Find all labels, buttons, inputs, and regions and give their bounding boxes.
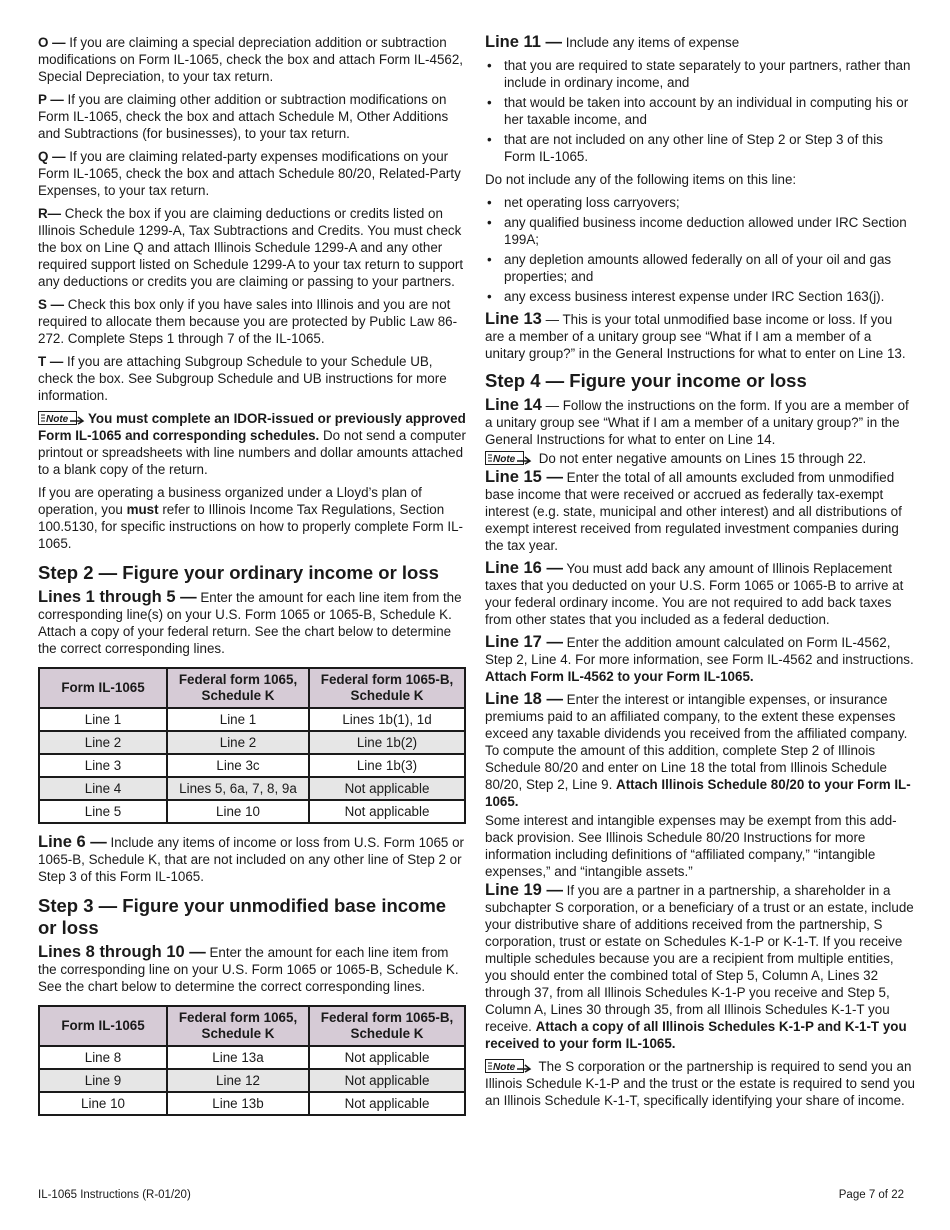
line-14: Line 14 — Follow the instructions on the form. If you are a member of a unitary group see “What if I am a member of a unitary group?” in the General Instructions for what to enter on Line 14. — [485, 396, 909, 447]
note-icon — [485, 1059, 533, 1073]
step3-heading: Step 3 — Figure your unmodified base income or loss — [38, 895, 447, 938]
line-18: Line 18 — Enter the interest or intangible expenses, or insurance premiums paid to an affiliated company, to the extent these expenses exceed any taxable dividends you received from the affiliated company. To compute the amount of this addition, complete Step 2 of Illinois Schedule 80/20 and enter on Line 18 the total from Illinois Schedule 80/20, Step 2, Line 9. Attach Illinois Schedule 80/20 to your Form IL-1065. — [485, 690, 911, 809]
table-cell: Line 10 — [39, 1092, 167, 1115]
table-header: Federal form 1065-B, Schedule K — [309, 668, 465, 708]
list-item: • any depletion amounts allowed federally on all of your oil and gas properties; and — [485, 251, 915, 285]
table-cell: Line 3c — [167, 754, 309, 777]
table-cell: Lines 1b(1), 1d — [309, 708, 465, 731]
table-row — [39, 1046, 465, 1069]
list-item: • that would be taken into account by an individual in computing his or her taxable income, and — [485, 94, 915, 128]
note-idor: Note You must complete an IDOR-issued or previously approved Form IL-1065 and corresponding schedules. Do not send a computer printout or spreadsheets with line numbers and dollar amounts attached to a blank copy of the return. — [38, 411, 466, 477]
line-13: Line 13 — This is your total unmodified base income or loss. If you are a member of a unitary group see “What if I am a member of a unitary group?” in the General Instructions for what to enter on Line 13. — [485, 310, 906, 361]
table-cell: Line 2 — [167, 731, 309, 754]
line-11: Line 11 — Include any items of expense — [485, 33, 740, 51]
step4-heading: Step 4 — Figure your income or loss — [485, 370, 807, 391]
item-r: R— Check the box if you are claiming deductions or credits listed on Illinois Schedule 1299-A, Tax Subtractions and Credits. You must check the box on Line Q and attach Illinois Schedule 1299-A and any other required support listed on Schedule 1299-A to your tax return to support any deductions or credits you are claiming or passing to your partners. — [38, 206, 464, 289]
table-cell: Line 1b(2) — [309, 731, 465, 754]
exempt-paragraph: Some interest and intangible expenses may be exempt from this add-back provision. See Illinois Schedule 80/20 Instructions for more information including definitions of “affiliated company,” “intangible expenses,” and “intangible assets.” — [485, 813, 897, 879]
line-11-include-list — [485, 57, 915, 165]
item-p: P — If you are claiming other addition or subtraction modifications on Form IL-1065, check the box and attach Schedule M, Other Additions and Subtractions (for businesses), to your tax return. — [38, 92, 449, 141]
item-q: Q — If you are claiming related-party expenses modifications on your Form IL-1065, check the box and attach Schedule 80/20, Related-Party Expenses, to your tax return. — [38, 149, 461, 198]
table-cell: Not applicable — [309, 1046, 465, 1069]
list-item: • any qualified business income deduction allowed under IRC Section 199A; — [485, 214, 915, 248]
table-cell: Line 1 — [39, 708, 167, 731]
exclude-list — [485, 194, 915, 305]
table-row — [39, 731, 465, 754]
table-row — [39, 754, 465, 777]
list-item: • that are not included on any other line of Step 2 or Step 3 of this Form IL-1065. — [485, 131, 915, 165]
note-badge: Note — [493, 1062, 516, 1073]
note-badge: Note — [493, 454, 516, 465]
table-header-row — [39, 668, 465, 708]
table-header: Federal form 1065-B, Schedule K — [309, 1006, 465, 1046]
note-badge: Note — [46, 414, 69, 425]
footer-form-id: IL-1065 Instructions (R-01/20) — [38, 1189, 191, 1201]
table-cell: Line 13b — [167, 1092, 309, 1115]
do-not-include: Do not include any of the following items on this line: — [485, 172, 797, 187]
line-15: Line 15 — Enter the total of all amounts excluded from unmodified base income that were received or accrued as federally tax-exempt interest (e.g. state, municipal and other interest) and all distributions of exempt interest received from regulated investment companies during the tax year. — [485, 468, 902, 553]
table-cell: Line 5 — [39, 800, 167, 823]
line-6: Line 6 — Include any items of income or loss from U.S. Form 1065 or 1065-B, Schedule K, that are not included on any other line of Step 2 or Step 3 of this Form IL-1065. — [38, 833, 464, 884]
note-negative: Note Do not enter negative amounts on Lines 15 through 22. — [485, 450, 915, 467]
table-cell: Line 3 — [39, 754, 167, 777]
table-row — [39, 708, 465, 731]
table-header: Federal form 1065, Schedule K — [167, 668, 309, 708]
table-row — [39, 800, 465, 823]
line-19: Line 19 — If you are a partner in a partnership, a shareholder in a subchapter S corporation, or a beneficiary of a trust or an estate, include your distributive share of additions received from the partnership, S corporation, trust or estate on Schedules K-1-P or K-1-T. If you receive multiple schedules because you are a recipient from multiple entities, you should enter the combined total of Step 5, Column A, Lines 32 through 37, from all Illinois Schedules K-1-P you receive and Step 5, Column A, Lines 30 through 35, from all Illinois Schedules K-1-T you receive. Attach a copy of all Illinois Schedules K-1-P and K-1-T you received to your form IL-1065. — [485, 881, 914, 1051]
table-row — [39, 1092, 465, 1115]
table-cell: Line 12 — [167, 1069, 309, 1092]
table-header: Form IL-1065 — [39, 668, 167, 708]
table-cell: Lines 5, 6a, 7, 8, 9a — [167, 777, 309, 800]
table-cell: Line 1 — [167, 708, 309, 731]
table-cell: Line 10 — [167, 800, 309, 823]
step2-line-table — [38, 667, 466, 824]
item-s: S — Check this box only if you have sales into Illinois and you are not required to allocate them because you are protected by Public Law 86-272. Complete Steps 1 through 7 of the IL-1065. — [38, 297, 458, 346]
line-16: Line 16 — You must add back any amount of Illinois Replacement taxes that you deducted on your U.S. Form 1065 or 1065-B to arrive at your federal ordinary income. You are not required to add back taxes from other states that you included as a federal deduction. — [485, 559, 904, 627]
list-item: • net operating loss carryovers; — [485, 194, 915, 211]
note-icon — [485, 451, 533, 465]
table-header: Form IL-1065 — [39, 1006, 167, 1046]
table-cell: Not applicable — [309, 777, 465, 800]
list-item: • that you are required to state separately to your partners, rather than include in ordinary income, and — [485, 57, 915, 91]
item-o: O — If you are claiming a special depreciation addition or subtraction modifications on Form IL-1065, check the box and attach Form IL-4562, Special Depreciation, to your tax return. — [38, 35, 464, 84]
lloyds-paragraph: If you are operating a business organized under a Lloyd’s plan of operation, you must refer to Illinois Income Tax Regulations, Section 100.5130, for specific instructions on how to properly complete Form IL-1065. — [38, 485, 463, 551]
table-cell: Line 9 — [39, 1069, 167, 1092]
note-icon — [38, 411, 86, 425]
table-cell: Line 8 — [39, 1046, 167, 1069]
table-header: Federal form 1065, Schedule K — [167, 1006, 309, 1046]
table-cell: Line 2 — [39, 731, 167, 754]
table-row — [39, 1069, 465, 1092]
table-header-row — [39, 1006, 465, 1046]
table-cell: Not applicable — [309, 800, 465, 823]
table-cell: Line 1b(3) — [309, 754, 465, 777]
step3-line-table — [38, 1005, 466, 1116]
left-column — [38, 34, 466, 1126]
table-cell: Not applicable — [309, 1069, 465, 1092]
footer-page-number: Page 7 of 22 — [838, 1189, 904, 1201]
right-column — [485, 34, 915, 1115]
table-cell: Line 4 — [39, 777, 167, 800]
table-cell: Line 13a — [167, 1046, 309, 1069]
lines-1-5: Lines 1 through 5 — Enter the amount for each line item from the corresponding line(s) on your U.S. Form 1065 or 1065-B, Schedule K. Attach a copy of your federal return. See the chart below to determine the correct corresponding lines. — [38, 588, 462, 656]
list-item: • any excess business interest expense under IRC Section 163(j). — [485, 288, 915, 305]
table-cell: Not applicable — [309, 1092, 465, 1115]
step2-heading: Step 2 — Figure your ordinary income or loss — [38, 562, 439, 583]
line-17: Line 17 — Enter the addition amount calculated on Form IL-4562, Step 2, Line 4. For more information, see Form IL-4562 and instructions. Attach Form IL-4562 to your Form IL-1065. — [485, 633, 914, 684]
lines-8-10: Lines 8 through 10 — Enter the amount for each line item from the corresponding line on your U.S. Form 1065 or 1065-B, Schedule K. See the chart below to determine the correct corresponding lines. — [38, 943, 459, 994]
item-t: T — If you are attaching Subgroup Schedule to your Schedule UB, check the box. See Subgroup Schedule and UB instructions for more information. — [38, 354, 447, 403]
table-row — [39, 777, 465, 800]
note-s-corporation: Note The S corporation or the partnership is required to send you an Illinois Schedule K-1-P and the trust or the estate is required to send you an Illinois Schedule K-1-T, specifically identifying your share of income. — [485, 1059, 915, 1108]
